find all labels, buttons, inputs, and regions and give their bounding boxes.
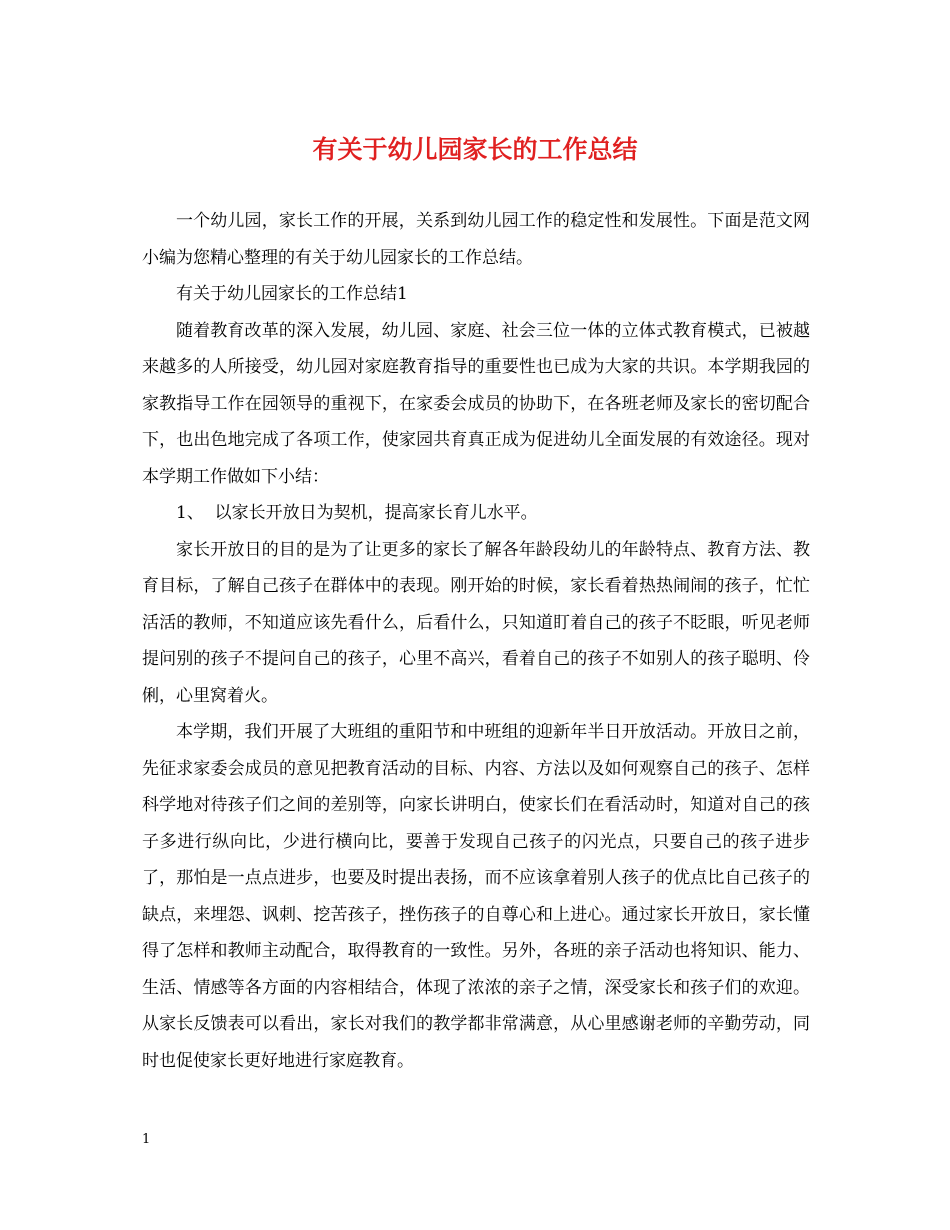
body-paragraph-2: 家长开放日的目的是为了让更多的家长了解各年龄段幼儿的年龄特点、教育方法、教育目标，了解自己孩子在群体中的表现。刚开始的时候，家长看着热热闹闹的孩子，忙忙活活的教师，不知道应该先看什么，后看什么，只知道盯着自己的孩子不眨眼，听见老师提问别的孩子不提问自己的孩子，心里不高兴，看着自己的孩子不如别人的孩子聪明、伶俐，心里窝着火。 <box>142 539 810 706</box>
page-number: 1 <box>142 1132 151 1147</box>
document-title: 有关于幼儿园家长的工作总结 <box>312 135 638 164</box>
list-item-1: 1、 以家长开放日为契机，提高家长育儿水平。 <box>176 503 538 523</box>
body-paragraph-1: 随着教育改革的深入发展，幼儿园、家庭、社会三位一体的立体式教育模式，已被越来越多的人所接受，幼儿园对家庭教育指导的重要性也已成为大家的共识。本学期我园的家教指导工作在园领导的重视下，在家委会成员的协助下，在各班老师及家长的密切配合下，也出色地完成了各项工作，使家园共育真正成为促进幼儿全面发展的有效途径。现对本学期工作做如下小结： <box>142 320 810 487</box>
body-paragraph-3: 本学期，我们开展了大班组的重阳节和中班组的迎新年半日开放活动。开放日之前，先征求家委会成员的意见把教育活动的目标、内容、方法以及如何观察自己的孩子、怎样科学地对待孩子们之间的差别等，向家长讲明白，使家长们在看活动时，知道对自己的孩子多进行纵向比，少进行横向比，要善于发现自己孩子的闪光点，只要自己的孩子进步了，那怕是一点点进步，也要及时提出表扬，而不应该拿着别人孩子的优点比自己孩子的缺点，来埋怨、讽刺、挖苦孩子，挫伤孩子的自尊心和上进心。通过家长开放日，家长懂得了怎样和教师主动配合，取得教育的一致性。另外，各班的亲子活动也将知识、能力、生活、情感等各方面的内容相结合，体现了浓浓的亲子之情，深受家长和孩子们的欢迎。从家长反馈表可以看出，家长对我们的教学都非常满意，从心里感谢老师的辛勤劳动，同时也促使家长更好地进行家庭教育。 <box>142 722 810 1071</box>
section-heading: 有关于幼儿园家长的工作总结1 <box>176 284 408 304</box>
document-body <box>142 203 810 1079</box>
intro-paragraph: 一个幼儿园，家长工作的开展，关系到幼儿园工作的稳定性和发展性。下面是范文网小编为您精心整理的有关于幼儿园家长的工作总结。 <box>142 211 810 268</box>
